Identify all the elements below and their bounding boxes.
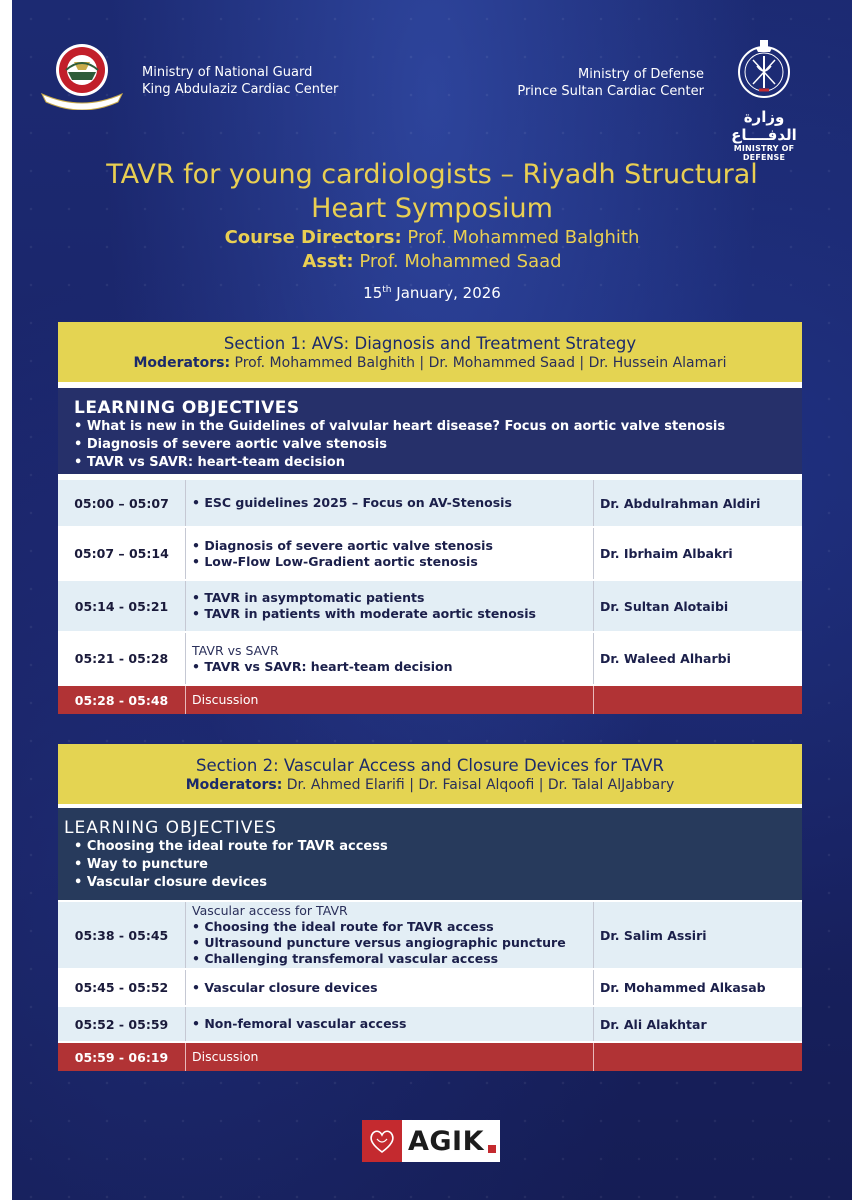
row-speaker: Dr. Waleed Alharbi: [600, 651, 731, 666]
row-time: 05:14 - 05:21: [58, 581, 186, 631]
discussion-speaker-cell: [594, 1043, 802, 1071]
objective-item: • Way to puncture: [74, 857, 208, 872]
event-title-line1: TAVR for young cardiologists – Riyadh Structural: [106, 159, 758, 190]
agenda-row: [58, 968, 802, 1005]
section-title: Section 1: AVS: Diagnosis and Treatment Strategy: [223, 334, 637, 353]
left-org-line2: King Abdulaziz Cardiac Center: [142, 82, 339, 97]
topic-item: • Low-Flow Low-Gradient aortic stenosis: [192, 553, 478, 569]
objective-item: • Vascular closure devices: [74, 875, 267, 890]
discussion-time: 05:59 - 06:19: [58, 1043, 186, 1071]
course-directors: [12, 226, 852, 274]
learning-objectives: [58, 804, 802, 900]
ministry-of-defense-logo: [718, 36, 810, 162]
discussion-speaker-cell: [594, 686, 802, 714]
objective-item: • Choosing the ideal route for TAVR access: [74, 839, 388, 854]
topic-item: • TAVR vs SAVR: heart-team decision: [192, 658, 453, 674]
agenda-row: [58, 579, 802, 631]
topic-heading: TAVR vs SAVR: [192, 642, 279, 658]
date-suffix: th: [382, 285, 392, 295]
row-topic: [186, 633, 594, 684]
moderators-label: Moderators:: [133, 355, 231, 371]
directors-name: Prof. Mohammed Balghith: [407, 227, 640, 248]
mod-arabic-text: وزارة الدفــــاع: [731, 108, 797, 144]
topic-item: • Diagnosis of severe aortic valve stenosis: [192, 537, 493, 553]
section-header: [58, 322, 802, 382]
agenda-row: [58, 526, 802, 579]
row-time: 05:00 – 05:07: [58, 480, 186, 526]
agik-heart-icon: [362, 1120, 402, 1162]
poster: [12, 0, 852, 1200]
row-speaker: Dr. Mohammed Alkasab: [600, 980, 766, 995]
asst-name: Prof. Mohammed Saad: [359, 251, 562, 272]
right-org-line1: Ministry of Defense: [578, 67, 704, 82]
row-time: 05:52 - 05:59: [58, 1007, 186, 1041]
event-title: [12, 158, 852, 226]
discussion-row: [58, 684, 802, 714]
row-speaker: Dr. Ali Alakhtar: [600, 1016, 707, 1032]
row-speaker: Dr. Sultan Alotaibi: [600, 598, 729, 614]
moderators-names: Dr. Ahmed Elarifi | Dr. Faisal Alqoofi | Dr. Talal AlJabbary: [286, 777, 675, 793]
right-org-text: [517, 66, 704, 100]
row-speaker: Dr. Salim Assiri: [600, 927, 707, 943]
row-topic: [186, 480, 594, 526]
row-time: 05:21 - 05:28: [58, 633, 186, 684]
topic-item: • TAVR in patients with moderate aortic stenosis: [192, 606, 536, 621]
national-guard-logo: [36, 40, 128, 110]
section-header: [58, 744, 802, 804]
section-1: [58, 322, 802, 714]
learning-objectives: [58, 382, 802, 474]
agik-wordmark: AGIK: [408, 1125, 485, 1157]
discussion-label: Discussion: [186, 686, 594, 714]
date-day: 15: [363, 284, 383, 302]
agenda-row: [58, 900, 802, 968]
topic-item: • ESC guidelines 2025 – Focus on AV-Stenosis: [192, 495, 512, 510]
topic-item: • Non-femoral vascular access: [192, 1016, 407, 1031]
topic-item: • TAVR in asymptomatic patients: [192, 590, 425, 605]
section-2: [58, 744, 802, 1071]
section-title: Section 2: Vascular Access and Closure Devices for TAVR: [196, 756, 664, 775]
discussion-label: Discussion: [186, 1043, 594, 1071]
asst-label: Asst:: [302, 251, 354, 272]
section-moderators: [58, 354, 802, 372]
objective-item: • TAVR vs SAVR: heart-team decision: [74, 455, 345, 470]
learning-objectives-title: LEARNING OBJECTIVES: [64, 818, 277, 838]
topic-item: • Vascular closure devices: [192, 979, 378, 995]
moderators-label: Moderators:: [185, 777, 283, 793]
topic-item: • Challenging transfemoral vascular access: [192, 951, 499, 966]
row-topic: [186, 581, 594, 631]
moderators-names: Prof. Mohammed Balghith | Dr. Mohammed Saad | Dr. Hussein Alamari: [234, 355, 727, 371]
row-topic: [186, 970, 594, 1005]
left-org-text: [142, 64, 338, 98]
right-org-line2: Prince Sultan Cardiac Center: [517, 84, 704, 99]
discussion-time: 05:28 - 05:48: [58, 686, 186, 714]
objective-item: • What is new in the Guidelines of valvular heart disease? Focus on aortic valve stenosis: [74, 419, 726, 434]
row-time: 05:45 - 05:52: [58, 970, 186, 1005]
row-speaker: Dr. Ibrhaim Albakri: [600, 546, 733, 561]
topic-heading: Vascular access for TAVR: [192, 903, 348, 918]
row-speaker: Dr. Abdulrahman Aldiri: [600, 495, 761, 511]
learning-objectives-title: LEARNING OBJECTIVES: [74, 398, 300, 418]
discussion-row: [58, 1041, 802, 1071]
row-topic: [186, 1007, 594, 1041]
agik-dot: [488, 1145, 496, 1153]
row-topic: [186, 902, 594, 968]
date-rest: January, 2026: [396, 284, 501, 302]
event-title-line2: Heart Symposium: [311, 193, 553, 224]
agenda-row: [58, 474, 802, 526]
row-time: 05:38 - 05:45: [58, 902, 186, 968]
topic-item: • Ultrasound puncture versus angiographic puncture: [192, 935, 566, 950]
topic-item: • Choosing the ideal route for TAVR access: [192, 919, 494, 934]
left-org-line1: Ministry of National Guard: [142, 65, 313, 80]
agenda-row: [58, 1005, 802, 1041]
agenda-row: [58, 631, 802, 684]
row-topic: [186, 528, 594, 579]
agik-logo: [362, 1120, 500, 1162]
objective-item: • Diagnosis of severe aortic valve stenosis: [74, 437, 387, 452]
directors-label: Course Directors:: [224, 227, 402, 248]
row-time: 05:07 – 05:14: [58, 528, 186, 579]
event-date: [12, 284, 852, 302]
section-moderators: [58, 776, 802, 794]
mod-english-text: MINISTRY OF DEFENSE: [733, 144, 795, 162]
